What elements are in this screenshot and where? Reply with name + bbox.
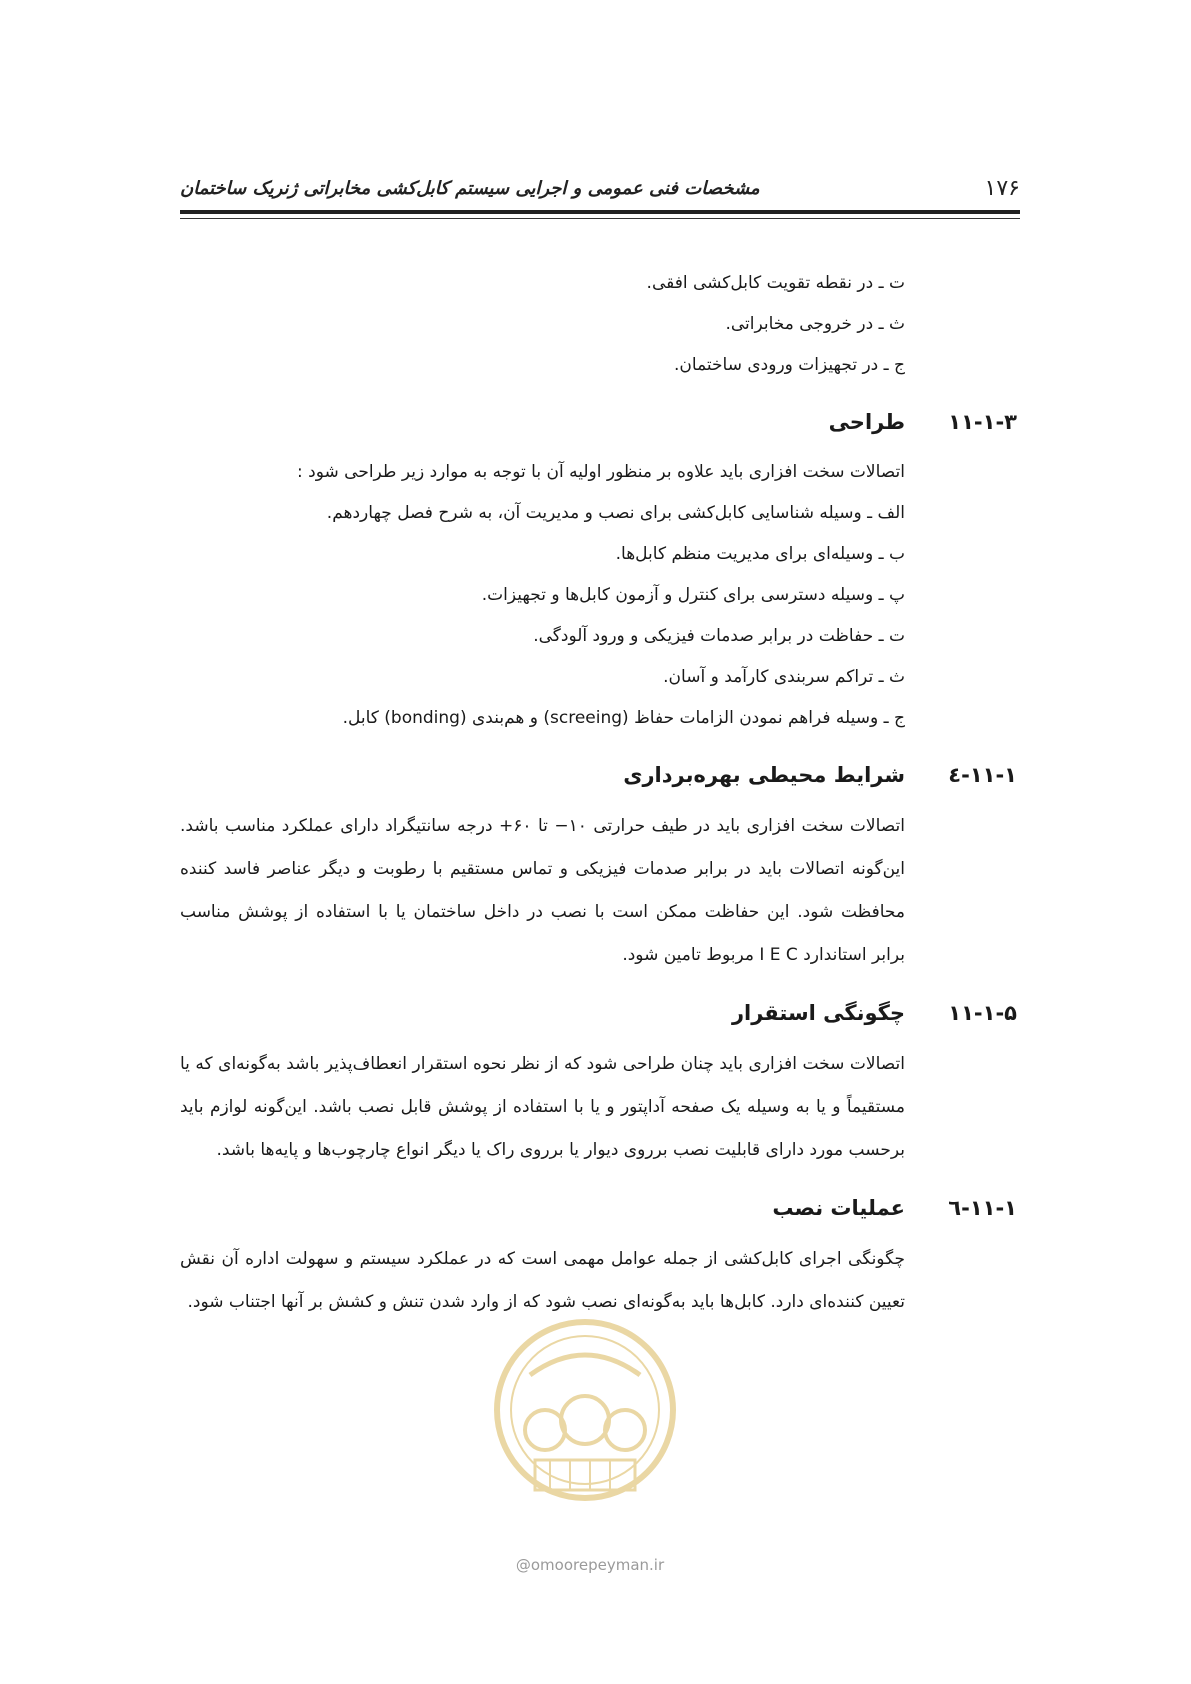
watermark-url: @omoorepeyman.ir (515, 1556, 665, 1574)
list-item: ت ـ در نقطه تقویت کابل‌کشی افقی. (646, 273, 905, 293)
section-heading-design (180, 400, 1017, 452)
section-heading-environment (180, 753, 1017, 805)
section-title: عملیات نصب (772, 1196, 905, 1220)
list-item: ج ـ وسیله فراهم نمودن الزامات حفاظ (screeing) و هم‌بندی (bonding) کابل. (342, 708, 905, 728)
section-title: چگونگی استقرار (731, 1001, 905, 1025)
list-item: ت ـ حفاظت در برابر صدمات فیزیکی و ورود آلودگی. (533, 626, 905, 646)
section-title: شرایط محیطی بهره‌برداری (623, 763, 905, 787)
section-paragraph: اتصالات سخت افزاری باید چنان طراحی شود که از نظر نحوه استقرار انعطاف‌پذیر باشد به‌گونه‌ای که یا مستقیماً و یا به وسیله یک صفحه آداپتور و یا با استفاده از پوشش قابل نصب باشد. این‌گونه لوازم باید برحسب مورد دارای قابلیت نصب برروی دیوار یا برروی راک یا دیگر انواع چارچوب‌ها و پایه‌ها باشد. (180, 1054, 905, 1160)
section-number: ۱۱-۱-۳ (948, 410, 1017, 434)
section-lead: اتصالات سخت افزاری باید علاوه بر منظور اولیه آن با توجه به موارد زیر طراحی شود : (297, 462, 905, 482)
list-item: الف ـ وسیله شناسایی کابل‌کشی برای نصب و مدیریت آن، به شرح فصل چهاردهم. (326, 503, 905, 523)
page-content (180, 263, 1017, 1324)
section-number: ۱۱-۱-۵ (948, 1001, 1017, 1025)
section-heading-placement (180, 991, 1017, 1043)
section-title: طراحی (828, 410, 905, 434)
list-item: پ ـ وسیله دسترسی برای کنترل و آزمون کابل‌ها و تجهیزات. (481, 585, 905, 605)
list-item: ب ـ وسیله‌ای برای مدیریت منظم کابل‌ها. (615, 544, 905, 564)
list-item: ث ـ تراکم سربندی کارآمد و آسان. (663, 667, 905, 687)
watermark-logo (490, 1280, 680, 1540)
list-item: ث ـ در خروجی مخابراتی. (725, 314, 905, 334)
section-number: ۱۱-۱-٤ (948, 763, 1017, 787)
header-rule-thick (180, 210, 1020, 214)
section-number: ۱۱-۱-٦ (948, 1196, 1017, 1220)
header-rule-thin (180, 218, 1020, 219)
page-number: ۱۷۶ (984, 176, 1020, 201)
list-item: ج ـ در تجهیزات ورودی ساختمان. (674, 355, 905, 375)
page-header (180, 176, 1020, 206)
section-paragraph: چگونگی اجرای کابل‌کشی از جمله عوامل مهمی است که در عملکرد سیستم و سهولت اداره آن نقش تعیین کننده‌ای دارد. کابل‌ها باید به‌گونه‌ای نصب شود که از وارد شدن تنش و کشش بر آنها اجتناب شود. (180, 1249, 905, 1312)
section-paragraph: اتصالات سخت افزاری باید در طیف حرارتی ۱۰− تا ۶۰+ درجه سانتیگراد دارای عملکرد مناسب باشد. این‌گونه اتصالات باید در برابر صدمات فیزیکی و تماس مستقیم با رطوبت و دیگر عناصر فاسد کننده محافظت شود. این حفاظت ممکن است با نصب در داخل ساختمان یا با استفاده از پوشش مناسب برابر استاندارد I E C مربوط تامین شود. (180, 816, 905, 965)
running-title: مشخصات فنی عمومی و اجرایی سیستم کابل‌کشی مخابراتی ژنریک ساختمان (180, 178, 760, 199)
section-heading-installation (180, 1186, 1017, 1238)
